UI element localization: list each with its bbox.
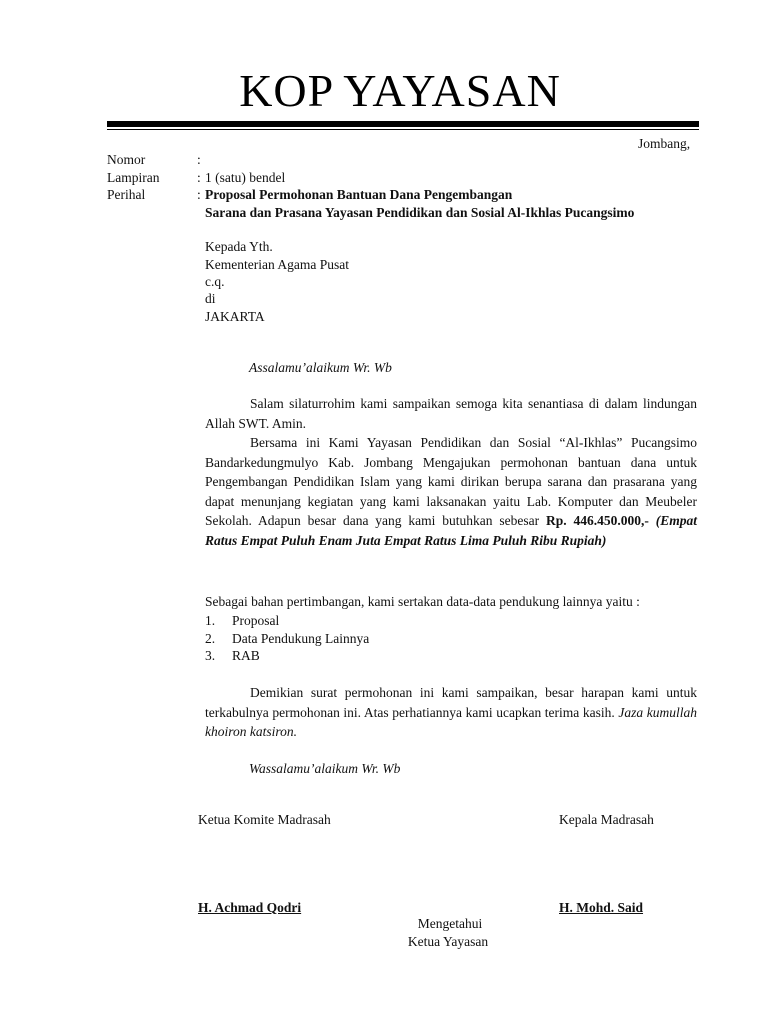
recipient-line: c.q. <box>205 274 225 289</box>
list-item: 1. Proposal <box>205 613 280 628</box>
closing-italic: Jaza kumullah khoiron katsiron. <box>205 704 698 739</box>
recipient-line: Kepada Yth. <box>205 239 273 254</box>
lampiran-colon: : <box>197 170 201 185</box>
nomor-label: Nomor <box>107 152 146 167</box>
place-date: Jombang, <box>638 136 691 151</box>
letterhead-rule-thin <box>107 129 699 130</box>
closing-text: Demikian surat permohonan ini kami sampaikan, besar harapan kami untuk terkabulnya permohonan ini. Atas perhatiannya kami ucapkan terima kasih. <box>205 685 697 720</box>
paragraph-1 <box>205 394 697 433</box>
recipient-line: Kementerian Agama Pusat <box>205 257 349 272</box>
perihal-colon: : <box>197 187 201 202</box>
attachments-intro: Sebagai bahan pertimbangan, kami sertakan data-data pendukung lainnya yaitu : <box>205 594 640 609</box>
signature-right-name: H. Mohd. Said <box>559 900 644 915</box>
farewell: Wassalamu’alaikum Wr. Wb <box>249 761 401 776</box>
paragraph-2 <box>205 433 697 550</box>
acknowledge-line-2: Ketua Yayasan <box>407 934 489 949</box>
amount-figure: Rp. 446.450.000,- <box>545 513 649 528</box>
lampiran-label: Lampiran <box>107 170 160 185</box>
closing-paragraph <box>205 683 697 742</box>
recipient-city: JAKARTA <box>205 309 265 324</box>
perihal-label: Perihal <box>107 187 146 202</box>
lampiran-value: 1 (satu) bendel <box>205 170 286 185</box>
acknowledge-line-1: Mengetahui <box>417 916 483 931</box>
perihal-line1: Proposal Permohonan Bantuan Dana Pengembangan <box>205 187 513 202</box>
paragraph-2-text: Bersama ini Kami Yayasan Pendidikan dan Sosial “Al-Ikhlas” Pucangsimo Bandarkedungmulyo Kab. Jombang Mengajukan permohonan bantuan dana untuk Pengembangan Pendidikan Islam yang kami dirikan berupa sarana dan prasarana yang dapat menunjang kegiatan yang kami laksanakan yaitu Lab. Komputer dan Meubeler Sekolah. Adapun besar dana yang kami butuhkan sebesar <box>205 435 697 528</box>
attachments-list <box>205 612 369 665</box>
recipient-line: di <box>205 291 216 306</box>
paragraph-1-text: Salam silaturrohim kami sampaikan semoga kita senantiasa di dalam lindungan Allah SWT. Amin. <box>205 396 697 431</box>
letterhead-rule-thick <box>107 121 699 127</box>
signature-right-title: Kepala Madrasah <box>559 812 654 827</box>
greeting: Assalamu’alaikum Wr. Wb <box>249 360 392 375</box>
list-item: 3. RAB <box>205 648 260 663</box>
perihal-line2: Sarana dan Prasana Yayasan Pendidikan dan Sosial Al-Ikhlas Pucangsimo <box>205 205 635 220</box>
signature-left-name: H. Achmad Qodri <box>198 900 302 915</box>
list-item: 2. Data Pendukung Lainnya <box>205 630 370 646</box>
signature-left-title: Ketua Komite Madrasah <box>198 812 331 827</box>
amount-words: (Empat Ratus Empat Puluh Enam Juta Empat Ratus Lima Puluh Ribu Rupiah) <box>205 513 697 548</box>
nomor-colon: : <box>197 152 201 167</box>
letterhead-title: KOP YAYASAN <box>239 65 561 116</box>
